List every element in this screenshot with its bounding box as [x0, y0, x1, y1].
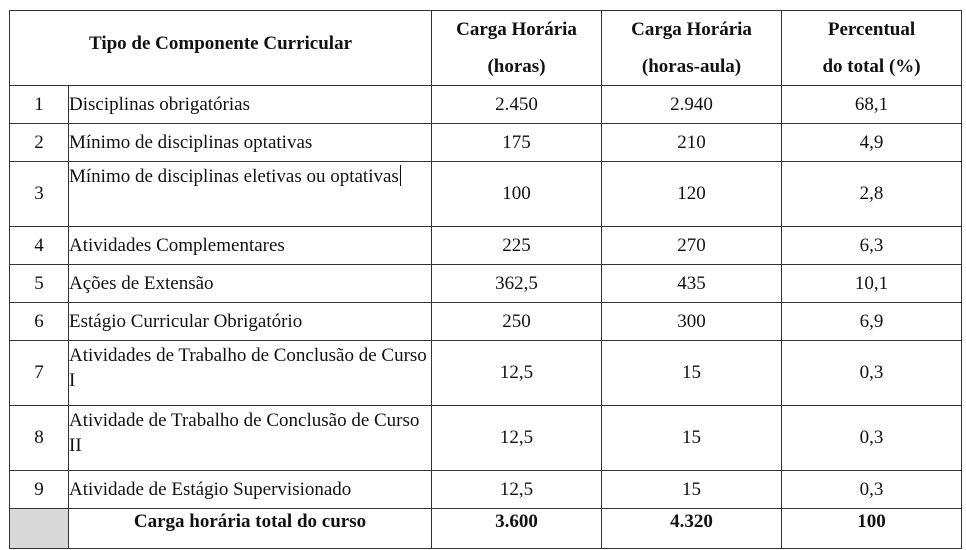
header-hours-line1: Carga Horária [456, 19, 577, 40]
table-row [10, 341, 962, 406]
row-number: 4 [10, 227, 69, 265]
row-number: 8 [10, 406, 69, 471]
row-number: 1 [10, 86, 69, 124]
row-component-type[interactable] [69, 162, 432, 227]
row-percentage[interactable]: 6,9 [782, 303, 962, 341]
row-component-type[interactable]: Ações de Extensão [69, 265, 432, 303]
row-hours[interactable]: 362,5 [432, 265, 602, 303]
header-hours [432, 11, 602, 86]
row-component-type[interactable]: Mínimo de disciplinas optativas [69, 124, 432, 162]
row-hours[interactable]: 12,5 [432, 471, 602, 509]
row-class-hours[interactable]: 210 [602, 124, 782, 162]
row-percentage[interactable]: 2,8 [782, 162, 962, 227]
row-number: 6 [10, 303, 69, 341]
row-component-type[interactable]: Estágio Curricular Obrigatório [69, 303, 432, 341]
total-hours[interactable]: 3.600 [432, 509, 602, 549]
row-hours[interactable]: 250 [432, 303, 602, 341]
table-row [10, 124, 962, 162]
row-component-type[interactable]: Atividade de Estágio Supervisionado [69, 471, 432, 509]
row-number: 3 [10, 162, 69, 227]
row-component-type[interactable]: Atividades de Trabalho de Conclusão de Curso I [69, 341, 432, 406]
table-row [10, 303, 962, 341]
total-percentage[interactable]: 100 [782, 509, 962, 549]
row-hours[interactable]: 12,5 [432, 406, 602, 471]
header-percentage-line2: do total (%) [822, 56, 921, 77]
header-class-hours-line1: Carga Horária [631, 19, 752, 40]
header-class-hours [602, 11, 782, 86]
row-percentage[interactable]: 0,3 [782, 406, 962, 471]
row-class-hours[interactable]: 15 [602, 471, 782, 509]
row-hours[interactable]: 175 [432, 124, 602, 162]
header-hours-line2: (horas) [487, 56, 546, 77]
row-class-hours[interactable]: 15 [602, 341, 782, 406]
row-number: 2 [10, 124, 69, 162]
header-percentage [782, 11, 962, 86]
curriculum-workload-table [9, 10, 962, 549]
row-component-type-text: Mínimo de disciplinas eletivas ou optativas [69, 166, 399, 187]
header-class-hours-line2: (horas-aula) [641, 56, 742, 77]
table-header-row [10, 11, 962, 86]
table-row [10, 162, 962, 227]
row-class-hours[interactable]: 270 [602, 227, 782, 265]
row-percentage[interactable]: 0,3 [782, 471, 962, 509]
header-component-type [10, 11, 432, 86]
row-class-hours[interactable]: 300 [602, 303, 782, 341]
row-percentage[interactable]: 0,3 [782, 341, 962, 406]
table-row [10, 265, 962, 303]
row-percentage[interactable]: 6,3 [782, 227, 962, 265]
header-component-type-label: Tipo de Componente Curricular [89, 33, 353, 54]
row-hours[interactable]: 12,5 [432, 341, 602, 406]
table-total-row [10, 509, 962, 549]
row-hours[interactable]: 225 [432, 227, 602, 265]
row-class-hours[interactable]: 2.940 [602, 86, 782, 124]
row-class-hours[interactable]: 15 [602, 406, 782, 471]
row-component-type[interactable]: Disciplinas obrigatórias [69, 86, 432, 124]
row-number: 5 [10, 265, 69, 303]
row-percentage[interactable]: 10,1 [782, 265, 962, 303]
row-number: 9 [10, 471, 69, 509]
table-row [10, 406, 962, 471]
row-hours[interactable]: 100 [432, 162, 602, 227]
row-component-type[interactable]: Atividade de Trabalho de Conclusão de Curso II [69, 406, 432, 471]
total-label[interactable]: Carga horária total do curso [69, 509, 432, 549]
header-percentage-line1: Percentual [827, 19, 916, 40]
table-row [10, 471, 962, 509]
table-row [10, 86, 962, 124]
row-percentage[interactable]: 4,9 [782, 124, 962, 162]
row-percentage[interactable]: 68,1 [782, 86, 962, 124]
total-class-hours[interactable]: 4.320 [602, 509, 782, 549]
row-class-hours[interactable]: 435 [602, 265, 782, 303]
text-cursor [400, 165, 401, 186]
row-number: 7 [10, 341, 69, 406]
row-component-type[interactable]: Atividades Complementares [69, 227, 432, 265]
total-number-cell [10, 509, 69, 549]
row-hours[interactable]: 2.450 [432, 86, 602, 124]
row-class-hours[interactable]: 120 [602, 162, 782, 227]
table-row [10, 227, 962, 265]
